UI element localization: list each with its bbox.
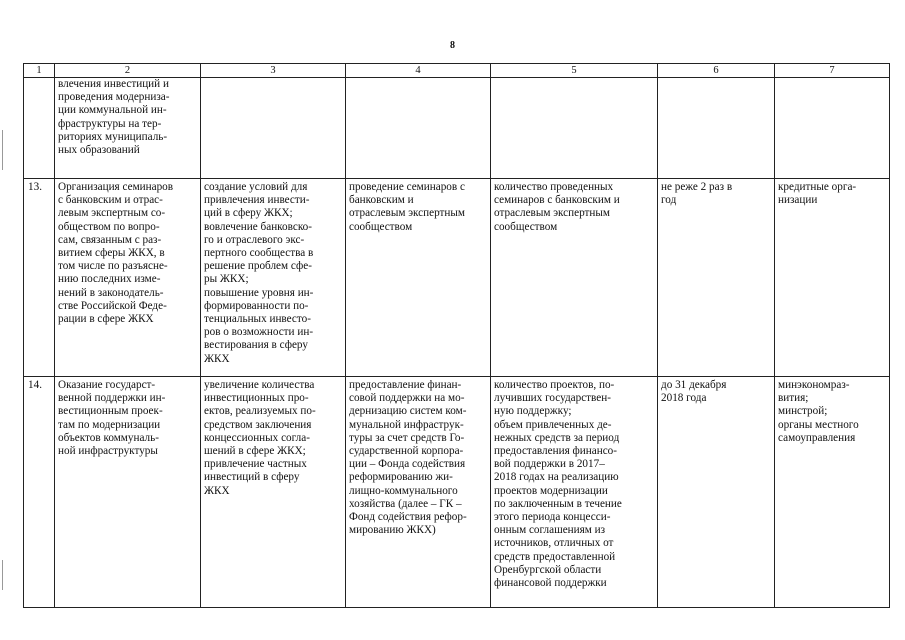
responsible-cell: кредитные орга- низации: [775, 179, 890, 377]
row-number: 13.: [24, 179, 55, 377]
measure-name-cell: влечения инвестиций и проведения модерниза- ции коммунальной ин- фраструктуры на тер- риториях муниципаль- ных образований: [55, 78, 201, 179]
activity-cell: [346, 78, 491, 179]
column-number: 5: [491, 64, 658, 78]
measures-table: [23, 63, 890, 608]
deadline-cell: до 31 декабря 2018 года: [658, 377, 775, 608]
row-number: 14.: [24, 377, 55, 608]
column-number: 7: [775, 64, 890, 78]
column-number-row: [24, 64, 890, 78]
row-number: [24, 78, 55, 179]
column-number: 4: [346, 64, 491, 78]
goal-cell: увеличение количества инвестиционных про- ектов, реализуемых по- средством заключения концессионных согла- шений в сфере ЖКХ; привлечение частных инвестиций в сферу ЖКХ: [201, 377, 346, 608]
deadline-cell: не реже 2 раз в год: [658, 179, 775, 377]
goal-cell: создание условий для привлечения инвести- ций в сферу ЖКХ; вовлечение банковско- го и отраслевого экс- пертного сообщества в решение проблем сфе- ры ЖКХ; повышение уровня ин- формированности по- тенциальных инвесто- ров о возможности ин- вестирования в сферу ЖКХ: [201, 179, 346, 377]
responsible-cell: [775, 78, 890, 179]
indicator-cell: количество проектов, по- лучивших государствен- ную поддержку; объем привлеченных де- нежных средств за период предоставления финансо- вой поддержки в 2017– 2018 годах на реализацию проектов модернизации по заключенным в течение этого периода концесси- онным соглашениям из источников, отличных от средств предоставленной Оренбургской области финансовой поддержки: [491, 377, 658, 608]
measure-name-cell: Оказание государст- венной поддержки ин- вестиционным проек- там по модернизации объектов коммуналь- ной инфраструктуры: [55, 377, 201, 608]
page-number: 8: [450, 40, 455, 51]
table-row: [24, 78, 890, 179]
table-row: [24, 377, 890, 608]
column-number: 6: [658, 64, 775, 78]
goal-cell: [201, 78, 346, 179]
activity-cell: предоставление финан- совой поддержки на мо- дернизацию систем ком- мунальной инфраструк- туры за счет средств Го- сударственной корпора- ции – Фонда содействия реформированию жи- лищно-коммунального хозяйства (далее – ГК – Фонд содействия рефор- мированию ЖКХ): [346, 377, 491, 608]
column-number: 1: [24, 64, 55, 78]
measure-name-cell: Организация семинаров с банковским и отрас- левым экспертным со- обществом по вопро- сам, связанным с раз- витием сферы ЖКХ, в том числе по разъясне- нию последних изме- нений в законодатель- стве Российской Феде- рации в сфере ЖКХ: [55, 179, 201, 377]
deadline-cell: [658, 78, 775, 179]
column-number: 2: [55, 64, 201, 78]
scan-edge-mark: [2, 130, 3, 170]
scan-edge-mark: [2, 560, 3, 590]
activity-cell: проведение семинаров с банковским и отраслевым экспертным сообществом: [346, 179, 491, 377]
table-row: [24, 179, 890, 377]
indicator-cell: количество проведенных семинаров с банковским и отраслевым экспертным сообществом: [491, 179, 658, 377]
column-number: 3: [201, 64, 346, 78]
indicator-cell: [491, 78, 658, 179]
responsible-cell: минэкономраз- вития; минстрой; органы местного самоуправления: [775, 377, 890, 608]
